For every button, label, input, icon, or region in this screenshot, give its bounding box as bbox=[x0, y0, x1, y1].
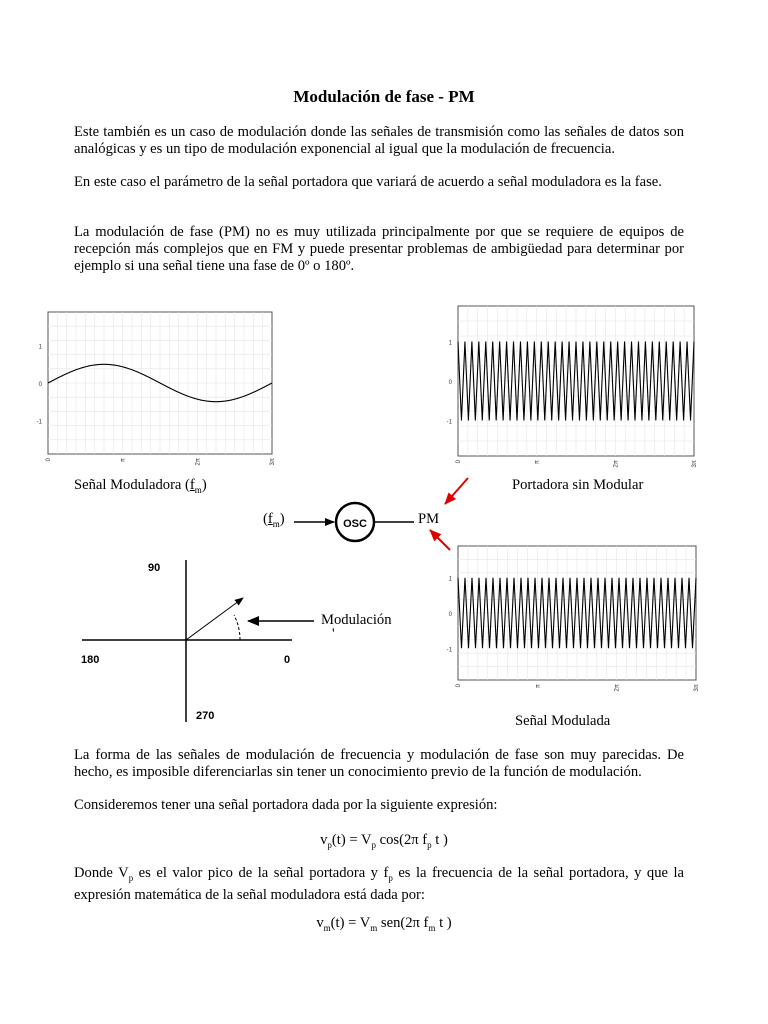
donde-text: es el valor pico de la señal portadora y f bbox=[133, 865, 389, 881]
carrier-plot bbox=[440, 300, 698, 476]
oscillator-output-label: PM bbox=[418, 511, 440, 527]
y-tick-label: 0 bbox=[448, 612, 452, 618]
paragraph-intro: Este también es un caso de modulación donde las señales de transmisión como las señales de datos son analógicas y es un tipo de modulación exponencial al igual que la modulación de frecuencia. bbox=[74, 124, 684, 157]
eq-part: v bbox=[316, 915, 324, 931]
modulating-signal-caption bbox=[74, 477, 207, 495]
eq-part: t ) bbox=[431, 832, 448, 848]
phasor-vector bbox=[186, 598, 243, 640]
modulating-equation bbox=[0, 915, 768, 933]
input-subscript: m bbox=[272, 518, 280, 529]
caption-text: Señal Moduladora ( bbox=[74, 477, 190, 493]
eq-part: cos(2π f bbox=[376, 832, 428, 848]
eq-part: (t) = V bbox=[330, 915, 371, 931]
x-tick-label: 3π bbox=[270, 458, 276, 466]
x-tick-label: 0 bbox=[456, 684, 462, 688]
x-tick-label: 3π bbox=[692, 460, 698, 468]
donde-text: es la frecuencia de la señal portadora, y que la expresión matemática de la señal moduladora está dada por: bbox=[74, 865, 684, 903]
label-270: 270 bbox=[196, 710, 215, 722]
modulation-annotation: Modulación bbox=[321, 612, 392, 628]
caption-close: ) bbox=[201, 477, 207, 493]
modulation-annotation-tick: ' bbox=[332, 626, 335, 642]
paragraph-carrier-intro: Consideremos tener una señal portadora dada por la siguiente expresión: bbox=[74, 797, 498, 813]
paragraph-fm-pm-similarity: La forma de las señales de modulación de frecuencia y modulación de fase son muy parecidas. De hecho, es imposible diferenciarlas sin tener un conocimiento previo de la función de modulación. bbox=[74, 747, 684, 780]
red-arrow-to-carrier bbox=[445, 478, 468, 504]
x-tick-label: 0 bbox=[456, 460, 462, 464]
x-tick-label: 2π bbox=[613, 460, 620, 468]
modulated-signal-caption: Señal Modulada bbox=[515, 713, 611, 729]
input-paren-open: ( bbox=[263, 511, 268, 527]
donde-text: Donde V bbox=[74, 865, 129, 881]
y-tick-label: 1 bbox=[448, 340, 452, 347]
modulating-signal-plot bbox=[30, 306, 276, 474]
eq-sub: m bbox=[428, 922, 436, 933]
caption-subscript: m bbox=[194, 484, 202, 495]
x-tick-label: 0 bbox=[46, 458, 52, 462]
carrier-caption: Portadora sin Modular bbox=[512, 477, 644, 493]
y-tick-label: -1 bbox=[36, 419, 42, 426]
x-tick-label: π bbox=[534, 460, 541, 465]
y-tick-label: 0 bbox=[448, 380, 452, 386]
y-tick-label: 1 bbox=[38, 344, 42, 351]
x-tick-label: π bbox=[535, 684, 542, 689]
donde-sub: p bbox=[388, 872, 393, 883]
eq-sub: p bbox=[327, 839, 332, 850]
eq-sub: p bbox=[371, 839, 376, 850]
phase-angle-arc bbox=[234, 615, 240, 640]
x-tick-label: 2π bbox=[614, 684, 621, 692]
label-0: 0 bbox=[284, 654, 291, 666]
oscillator-input-label bbox=[263, 511, 285, 529]
x-tick-label: 3π bbox=[694, 684, 700, 692]
x-tick-label: 2π bbox=[195, 458, 202, 466]
modulated-signal-plot bbox=[440, 540, 700, 700]
eq-part: v bbox=[320, 832, 328, 848]
eq-sub: m bbox=[370, 922, 378, 933]
paragraph-parameter: En este caso el parámetro de la señal portadora que variará de acuerdo a señal moduladora es la fase. bbox=[74, 174, 662, 190]
donde-sub: p bbox=[128, 872, 134, 883]
eq-sub: p bbox=[427, 839, 432, 850]
oscillator-label: OSC bbox=[343, 518, 367, 530]
eq-part: sen(2π f bbox=[377, 915, 429, 931]
input-paren-close: ) bbox=[279, 511, 285, 527]
paragraph-pm-usage: La modulación de fase (PM) no es muy utilizada principalmente por que se requiere de equipos de recepción más complejos que en FM y puede presentar problemas de ambigüedad para determinar por ejemplo si una señal tiene una fase de 0º o 180º. bbox=[74, 224, 684, 274]
page-title: Modulación de fase - PM bbox=[293, 87, 475, 106]
label-180: 180 bbox=[81, 654, 100, 666]
eq-part: (t) = V bbox=[331, 832, 372, 848]
y-tick-label: -1 bbox=[446, 419, 452, 426]
y-tick-label: 0 bbox=[38, 382, 42, 388]
input-symbol: f bbox=[267, 511, 273, 527]
red-arrow-to-modulated bbox=[430, 530, 450, 550]
carrier-equation bbox=[0, 832, 768, 850]
phase-diagram bbox=[78, 558, 428, 728]
label-90: 90 bbox=[148, 562, 161, 574]
oscillator-diagram bbox=[290, 470, 490, 560]
eq-sub: m bbox=[323, 922, 331, 933]
caption-symbol: f bbox=[189, 477, 195, 493]
eq-part: t ) bbox=[435, 915, 452, 931]
paragraph-donde bbox=[74, 865, 684, 904]
x-tick-label: π bbox=[120, 458, 127, 463]
y-tick-label: -1 bbox=[446, 647, 452, 654]
y-tick-label: 1 bbox=[448, 576, 452, 583]
